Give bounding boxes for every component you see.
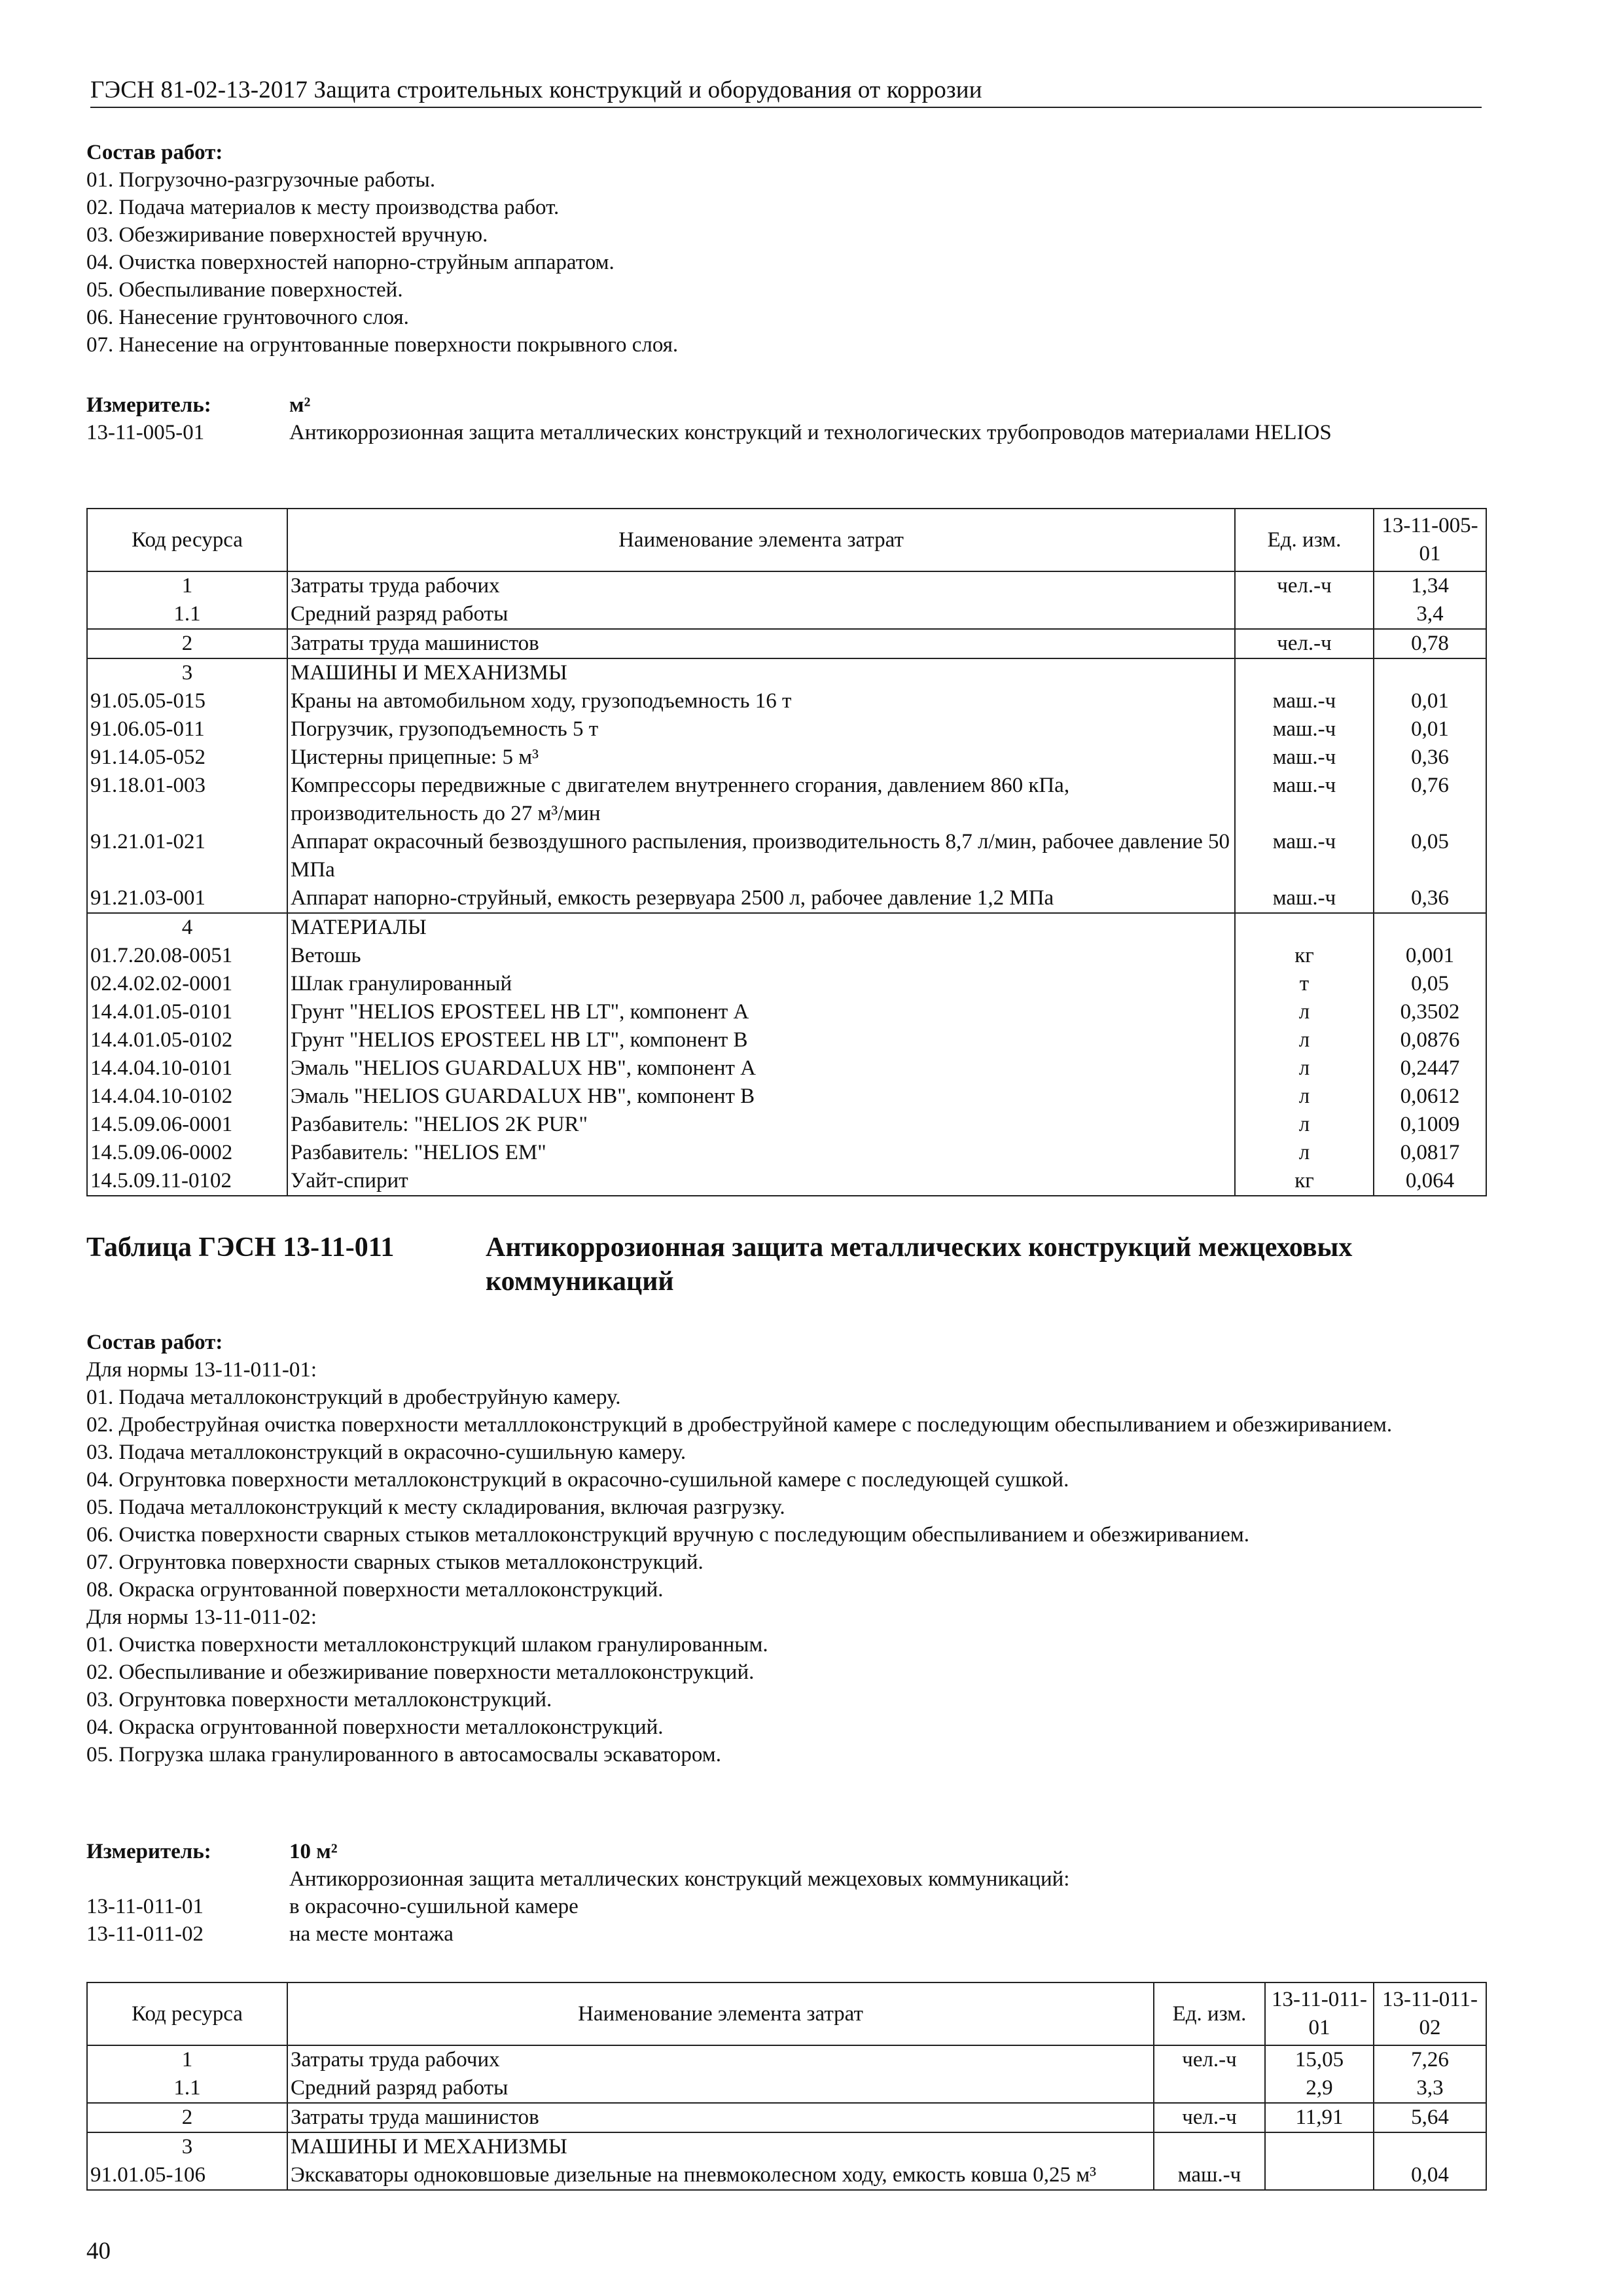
table-row [87, 2074, 1486, 2103]
work-item: 03. Обезжиривание поверхностей вручную. [86, 223, 488, 247]
meter-block-2 [86, 1838, 1487, 1948]
table-row [87, 913, 1486, 942]
col-header-norm-1: 13-11-011-01 [1265, 1982, 1374, 2045]
table-row [87, 2045, 1486, 2074]
meter-label: Измеритель: [86, 1840, 211, 1863]
norm-value-2 [1374, 2132, 1486, 2161]
table-row [87, 970, 1486, 998]
works-list-1 [86, 139, 1487, 359]
work-item: 01. Очистка поверхности металлоконструкций шлаком гранулированным. [86, 1633, 768, 1657]
resource-code: 91.21.03-001 [87, 884, 287, 913]
table-row [87, 629, 1486, 658]
resource-unit: т [1235, 970, 1374, 998]
col-header-name: Наименование элемента затрат [287, 1982, 1154, 2045]
resource-unit [1154, 2074, 1265, 2103]
resource-name: МАШИНЫ И МЕХАНИЗМЫ [287, 658, 1235, 687]
resource-code: 1 [87, 571, 287, 600]
resource-unit: маш.-ч [1235, 828, 1374, 884]
norm-value: 0,01 [1374, 687, 1486, 715]
resource-name: Затраты труда рабочих [287, 571, 1235, 600]
resource-name: Затраты труда машинистов [287, 2103, 1154, 2132]
norm-value-1 [1265, 2161, 1374, 2190]
resource-code: 14.5.09.06-0001 [87, 1111, 287, 1139]
resource-unit: чел.-ч [1154, 2045, 1265, 2074]
resource-unit [1154, 2132, 1265, 2161]
resource-code: 14.4.04.10-0101 [87, 1054, 287, 1083]
norm-name: на месте монтажа [289, 1922, 454, 1946]
norm-value: 0,36 [1374, 744, 1486, 772]
norm-value: 0,2447 [1374, 1054, 1486, 1083]
resource-code: 91.14.05-052 [87, 744, 287, 772]
resource-table-2 [86, 1982, 1487, 2191]
meter-unit: 10 м² [289, 1840, 338, 1863]
work-item: 05. Подача металлоконструкций к месту складирования, включая разгрузку. [86, 1496, 785, 1519]
resource-unit: кг [1235, 1167, 1374, 1196]
resource-name: Средний разряд работы [287, 600, 1235, 629]
resource-name: Разбавитель: "HELIOS 2K PUR" [287, 1111, 1235, 1139]
resource-unit: чел.-ч [1235, 629, 1374, 658]
resource-unit: маш.-ч [1235, 772, 1374, 828]
page-number: 40 [86, 2238, 111, 2265]
resource-code: 91.06.05-011 [87, 715, 287, 744]
norm-code: 13-11-011-01 [86, 1895, 204, 1918]
resource-unit [1235, 600, 1374, 629]
resource-unit: кг [1235, 942, 1374, 970]
resource-code: 14.5.09.11-0102 [87, 1167, 287, 1196]
norm-value-2: 5,64 [1374, 2103, 1486, 2132]
resource-name: Средний разряд работы [287, 2074, 1154, 2103]
table-title-label: Таблица ГЭСН 13-11-011 [86, 1232, 395, 1263]
running-header: ГЭСН 81-02-13-2017 Защита строительных конструкций и оборудования от коррозии [90, 76, 1482, 108]
table-title-name: Антикоррозионная защита металлических конструкций межцеховых коммуникаций [486, 1232, 1353, 1297]
resource-code: 91.05.05-015 [87, 687, 287, 715]
norm-value: 0,1009 [1374, 1111, 1486, 1139]
norm-value [1374, 913, 1486, 942]
col-header-code: Код ресурса [87, 1982, 287, 2045]
resource-name: Погрузчик, грузоподъемность 5 т [287, 715, 1235, 744]
work-item: 07. Нанесение на огрунтованные поверхности покрывного слоя. [86, 333, 679, 357]
table-row [87, 744, 1486, 772]
resource-code: 3 [87, 658, 287, 687]
resource-unit: чел.-ч [1235, 571, 1374, 600]
resource-code: 1.1 [87, 600, 287, 629]
resource-code: 2 [87, 629, 287, 658]
work-item: 03. Подача металлоконструкций в окрасочно-сушильную камеру. [86, 1441, 687, 1464]
col-header-name: Наименование элемента затрат [287, 509, 1235, 571]
resource-name: Аппарат напорно-струйный, емкость резервуара 2500 л, рабочее давление 1,2 МПа [287, 884, 1235, 913]
resource-unit: маш.-ч [1235, 744, 1374, 772]
norm-value: 0,36 [1374, 884, 1486, 913]
norm-value: 1,34 [1374, 571, 1486, 600]
norm-name: в окрасочно-сушильной камере [289, 1895, 579, 1918]
work-item: 04. Огрунтовка поверхности металлоконструкций в окрасочно-сушильной камере с последующей сушкой. [86, 1468, 1069, 1492]
norm-value: 0,064 [1374, 1167, 1486, 1196]
resource-name: Разбавитель: "HELIOS EM" [287, 1139, 1235, 1167]
resource-unit: маш.-ч [1235, 715, 1374, 744]
resource-name: Краны на автомобильном ходу, грузоподъемность 16 т [287, 687, 1235, 715]
norm-value-2: 7,26 [1374, 2045, 1486, 2074]
norm-code: 13-11-011-02 [86, 1922, 204, 1946]
resource-code: 01.7.20.08-0051 [87, 942, 287, 970]
resource-unit: л [1235, 998, 1374, 1026]
work-item: Для нормы 13-11-011-01: [86, 1358, 317, 1382]
work-item: 05. Обеспыливание поверхностей. [86, 278, 403, 302]
works-title: Состав работ: [86, 1331, 223, 1354]
resource-unit: маш.-ч [1235, 884, 1374, 913]
work-item: 04. Окраска огрунтованной поверхности металлоконструкций. [86, 1715, 664, 1739]
resource-code: 3 [87, 2132, 287, 2161]
table-row [87, 658, 1486, 687]
table-row [87, 687, 1486, 715]
table-row [87, 2132, 1486, 2161]
resource-name: Грунт "HELIOS EPOSTEEL HB LT", компонент В [287, 1026, 1235, 1054]
resource-name: Ветошь [287, 942, 1235, 970]
resource-code: 91.18.01-003 [87, 772, 287, 828]
table-row [87, 571, 1486, 600]
work-item: 01. Погрузочно-разгрузочные работы. [86, 168, 436, 192]
work-item: 03. Огрунтовка поверхности металлоконструкций. [86, 1688, 552, 1712]
table-row [87, 2161, 1486, 2190]
resource-code: 14.5.09.06-0002 [87, 1139, 287, 1167]
table-row [87, 600, 1486, 629]
work-item: 07. Огрунтовка поверхности сварных стыков металлоконструкций. [86, 1551, 704, 1574]
resource-name: Шлак гранулированный [287, 970, 1235, 998]
col-header-norm: 13-11-005-01 [1374, 509, 1486, 571]
table-row [87, 828, 1486, 884]
resource-code: 14.4.01.05-0102 [87, 1026, 287, 1054]
resource-name: Цистерны прицепные: 5 м³ [287, 744, 1235, 772]
resource-name: Затраты труда машинистов [287, 629, 1235, 658]
norm-value: 0,05 [1374, 828, 1486, 884]
work-item: 06. Нанесение грунтовочного слоя. [86, 306, 409, 329]
resource-code: 91.01.05-106 [87, 2161, 287, 2190]
table-row [87, 2103, 1486, 2132]
norm-value [1374, 658, 1486, 687]
resource-code: 2 [87, 2103, 287, 2132]
norm-value: 0,01 [1374, 715, 1486, 744]
norm-value-2: 3,3 [1374, 2074, 1486, 2103]
work-item: 02. Дробеструйная очистка поверхности металллоконструкций в дробеструйной камере с последующим обеспыливанием и обезжириванием. [86, 1413, 1393, 1437]
norm-value: 0,0817 [1374, 1139, 1486, 1167]
resource-code: 1 [87, 2045, 287, 2074]
table-row [87, 772, 1486, 828]
table-row [87, 884, 1486, 913]
work-item: 02. Обеспыливание и обезжиривание поверхности металлоконструкций. [86, 1660, 755, 1684]
resource-unit: чел.-ч [1154, 2103, 1265, 2132]
resource-code: 14.4.04.10-0102 [87, 1083, 287, 1111]
table-row [87, 1026, 1486, 1054]
resource-unit: л [1235, 1111, 1374, 1139]
norm-value: 0,76 [1374, 772, 1486, 828]
col-header-unit: Ед. изм. [1154, 1982, 1265, 2045]
work-item: 05. Погрузка шлака гранулированного в автосамосвалы эскаватором. [86, 1743, 721, 1767]
norm-value-1: 11,91 [1265, 2103, 1374, 2132]
resource-unit: л [1235, 1083, 1374, 1111]
work-item: 08. Окраска огрунтованной поверхности металлоконструкций. [86, 1578, 664, 1602]
resource-name: Эмаль "HELIOS GUARDALUX HB", компонент А [287, 1054, 1235, 1083]
resource-name: Грунт "HELIOS EPOSTEEL HB LT", компонент А [287, 998, 1235, 1026]
resource-unit [1235, 913, 1374, 942]
work-item: 02. Подача материалов к месту производства работ. [86, 196, 560, 219]
works-items [86, 1356, 1487, 1768]
work-item: 04. Очистка поверхностей напорно-струйным аппаратом. [86, 251, 615, 274]
resource-name: Компрессоры передвижные с двигателем внутреннего сгорания, давлением 860 кПа, производительность до 27 м³/мин [287, 772, 1235, 828]
norm-value-2: 0,04 [1374, 2161, 1486, 2190]
table-title [86, 1230, 1500, 1299]
table-row [87, 1167, 1486, 1196]
works-list-2 [86, 1329, 1487, 1768]
table-row [87, 1054, 1486, 1083]
norm-value: 3,4 [1374, 600, 1486, 629]
resource-table-1 [86, 508, 1487, 1196]
resource-name: Экскаваторы одноковшовые дизельные на пневмоколесном ходу, емкость ковша 0,25 м³ [287, 2161, 1154, 2190]
norm-value: 0,001 [1374, 942, 1486, 970]
resource-code: 91.21.01-021 [87, 828, 287, 884]
works-title: Состав работ: [86, 141, 223, 164]
resource-unit: л [1235, 1026, 1374, 1054]
work-item: Для нормы 13-11-011-02: [86, 1605, 317, 1629]
resource-unit: л [1235, 1054, 1374, 1083]
norm-value: 0,3502 [1374, 998, 1486, 1026]
resource-unit: маш.-ч [1154, 2161, 1265, 2190]
norm-name: Антикоррозионная защита металлических конструкций и технологических трубопроводов материалами HELIOS [289, 421, 1332, 444]
resource-name: МАТЕРИАЛЫ [287, 913, 1235, 942]
col-header-norm-2: 13-11-011-02 [1374, 1982, 1486, 2045]
table-row [87, 715, 1486, 744]
resource-code: 02.4.02.02-0001 [87, 970, 287, 998]
table-row [87, 1083, 1486, 1111]
norm-value-1: 2,9 [1265, 2074, 1374, 2103]
resource-name: Аппарат окрасочный безвоздушного распыления, производительность 8,7 л/мин, рабочее давление 50 МПа [287, 828, 1235, 884]
resource-unit [1235, 658, 1374, 687]
resource-name: МАШИНЫ И МЕХАНИЗМЫ [287, 2132, 1154, 2161]
norm-value: 0,05 [1374, 970, 1486, 998]
norm-value: 0,0612 [1374, 1083, 1486, 1111]
resource-unit: маш.-ч [1235, 687, 1374, 715]
norm-value: 0,78 [1374, 629, 1486, 658]
work-item: 01. Подача металлоконструкций в дробеструйную камеру. [86, 1386, 621, 1409]
col-header-unit: Ед. изм. [1235, 509, 1374, 571]
norm-value: 0,0876 [1374, 1026, 1486, 1054]
meter-block-1 [86, 391, 1487, 446]
resource-code: 4 [87, 913, 287, 942]
table-row [87, 942, 1486, 970]
table-row [87, 1139, 1486, 1167]
resource-code: 14.4.01.05-0101 [87, 998, 287, 1026]
table-row [87, 998, 1486, 1026]
meter-label: Измеритель: [86, 393, 211, 417]
resource-name: Эмаль "HELIOS GUARDALUX HB", компонент В [287, 1083, 1235, 1111]
resource-name: Затраты труда рабочих [287, 2045, 1154, 2074]
norm-value-1: 15,05 [1265, 2045, 1374, 2074]
resource-code: 1.1 [87, 2074, 287, 2103]
norm-intro: Антикоррозионная защита металлических конструкций межцеховых коммуникаций: [289, 1867, 1070, 1891]
works-items [86, 166, 1487, 359]
col-header-code: Код ресурса [87, 509, 287, 571]
meter-unit: м² [289, 393, 311, 417]
resource-name: Уайт-спирит [287, 1167, 1235, 1196]
work-item: 06. Очистка поверхности сварных стыков металлоконструкций вручную с последующим обеспыливанием и обезжириванием. [86, 1523, 1249, 1547]
table-row [87, 1111, 1486, 1139]
norm-value-1 [1265, 2132, 1374, 2161]
norm-code: 13-11-005-01 [86, 421, 205, 444]
resource-unit: л [1235, 1139, 1374, 1167]
